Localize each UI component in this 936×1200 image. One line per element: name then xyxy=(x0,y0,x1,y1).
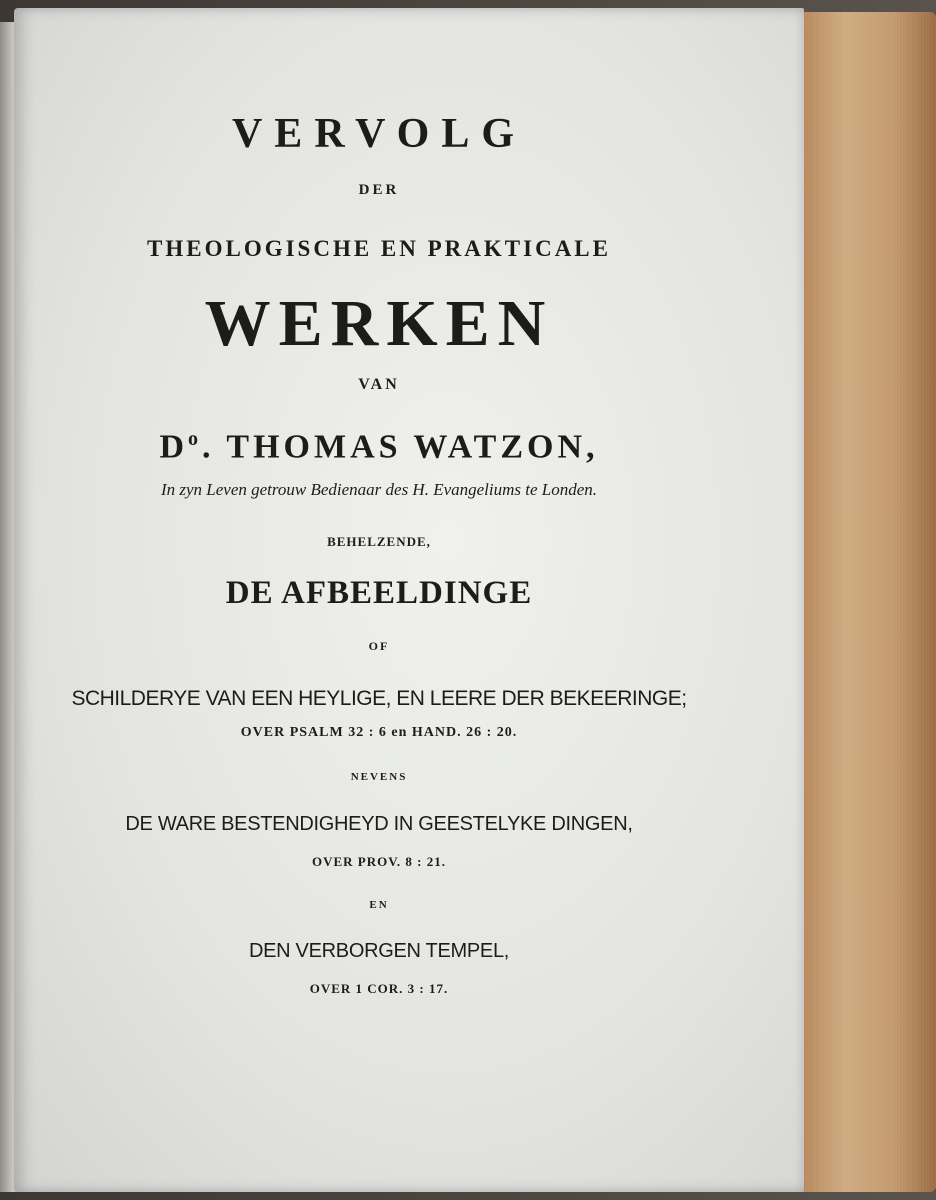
title-der: DER xyxy=(358,182,400,198)
of-label: OF xyxy=(368,639,390,653)
author-surname: . THOMAS WATZON, xyxy=(202,428,599,466)
en-label: EN xyxy=(369,899,389,911)
book-fore-edge xyxy=(796,12,936,1192)
author-prefix: D xyxy=(159,428,189,466)
work3-title: DEN VERBORGEN TEMPEL, xyxy=(248,940,510,962)
title-theologische: THEOLOGISCHE EN PRAKTICALE xyxy=(147,236,611,261)
author-name xyxy=(54,428,704,466)
work2-title: DE WARE BESTENDIGHEYD IN GEESTELYKE DINGEN, xyxy=(125,813,633,835)
author-description: In zyn Leven getrouw Bedienaar des H. Evangeliums te Londen. xyxy=(160,480,598,499)
nevens-label: NEVENS xyxy=(350,771,408,783)
title-page xyxy=(14,8,804,1192)
title-page-text xyxy=(54,8,704,1192)
work3-reference: OVER 1 COR. 3 : 17. xyxy=(309,981,449,996)
behelzende-label: BEHELZENDE, xyxy=(327,534,431,549)
work1-reference: OVER PSALM 32 : 6 en HAND. 26 : 20. xyxy=(240,725,518,740)
title-vervolg: VERVOLG xyxy=(231,111,527,157)
title-van: VAN xyxy=(358,376,400,393)
author-sup: o xyxy=(188,428,203,450)
work1-title: DE AFBEELDINGE xyxy=(225,575,533,611)
work1-subtitle: SCHILDERYE VAN EEN HEYLIGE, EN LEERE DER BEKEERINGE; xyxy=(71,687,687,710)
work2-reference: OVER PROV. 8 : 21. xyxy=(311,854,447,869)
title-werken: WERKEN xyxy=(204,287,554,360)
